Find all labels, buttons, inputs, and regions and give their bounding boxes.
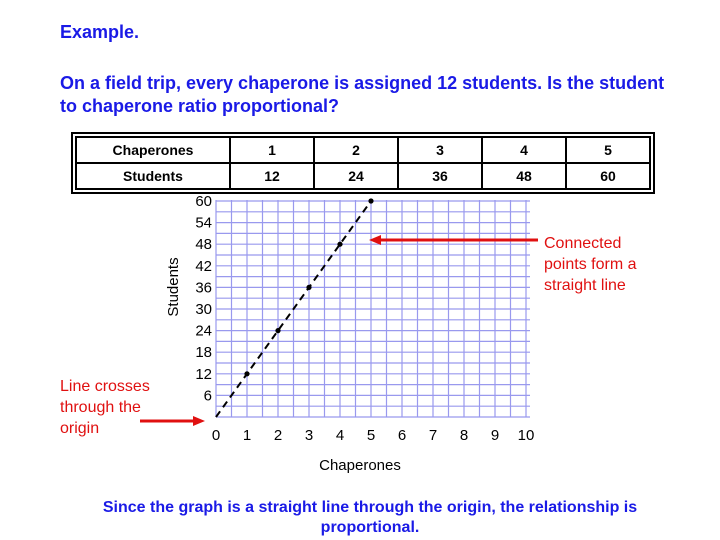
- arrowhead-left: [193, 416, 205, 426]
- x-tick-label: 9: [490, 427, 500, 444]
- y-tick-label: 18: [195, 344, 212, 362]
- x-tick-label: 3: [304, 427, 314, 444]
- cell: 24: [314, 163, 398, 189]
- y-tick-label: 60: [195, 193, 212, 210]
- x-tick-label: 2: [273, 427, 283, 444]
- x-tick-label: 0: [211, 427, 221, 444]
- y-axis-label: Students: [165, 257, 182, 317]
- y-tick-label: 42: [195, 257, 212, 275]
- data-point: [244, 371, 249, 376]
- data-point: [306, 285, 311, 290]
- cell: 3: [398, 137, 482, 163]
- cell: 4: [482, 137, 566, 163]
- data-point: [337, 242, 342, 247]
- x-tick-label: 10: [517, 427, 535, 444]
- conclusion-text: Since the graph is a straight line through the origin, the relationship is proportional.: [102, 499, 638, 536]
- y-tick-label: 54: [195, 214, 212, 232]
- y-tick-label: 48: [195, 236, 212, 254]
- annotation-left: Line crosses through the origin: [60, 378, 150, 437]
- cell: 60: [566, 163, 650, 189]
- x-tick-label: 7: [428, 427, 438, 444]
- row-label: Students: [76, 163, 230, 189]
- data-point: [275, 328, 280, 333]
- cell: 36: [398, 163, 482, 189]
- y-tick-label: 6: [203, 387, 212, 405]
- row-label: Chaperones: [76, 137, 230, 163]
- annotation-right: Connected points form a straight line: [544, 235, 637, 294]
- x-tick-label: 8: [459, 427, 469, 444]
- cell: 2: [314, 137, 398, 163]
- x-axis-label: Chaperones: [319, 457, 401, 474]
- x-tick-label: 1: [242, 427, 252, 444]
- cell: 1: [230, 137, 314, 163]
- x-tick-label: 5: [366, 427, 376, 444]
- x-tick-label: 6: [397, 427, 407, 444]
- y-tick-label: 12: [195, 365, 212, 383]
- y-tick-label: 24: [195, 322, 212, 340]
- cell: 5: [566, 137, 650, 163]
- x-tick-label: 4: [335, 427, 345, 444]
- cell: 12: [230, 163, 314, 189]
- example-heading: Example.: [60, 22, 140, 42]
- question-text: On a field trip, every chaperone is assigned 12 students. Is the student to chaperone ratio proportional?: [60, 73, 665, 116]
- y-tick-label: 30: [195, 301, 212, 318]
- cell: 48: [482, 163, 566, 189]
- y-tick-label: 36: [195, 279, 212, 297]
- data-point: [368, 198, 373, 203]
